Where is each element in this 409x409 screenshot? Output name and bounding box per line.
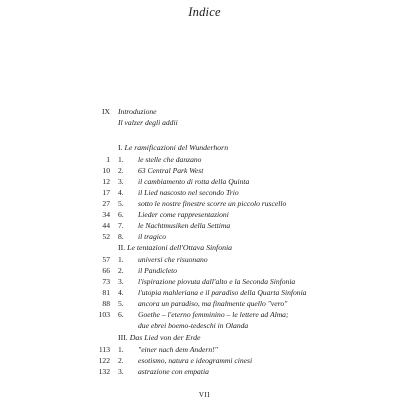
entry-title: ancora un paradiso, ma finalmente quello "vero" — [138, 299, 288, 308]
section-heading-2 — [118, 242, 232, 253]
entry-title: l'utopia mahleriana e il paradiso della Quarta Sinfonia — [138, 288, 307, 297]
page-number: 12 — [102, 177, 110, 186]
toc-entry[interactable] — [0, 117, 409, 128]
page-number: 66 — [102, 266, 110, 275]
entry-number: 1. — [118, 155, 124, 164]
page-number: 27 — [102, 199, 110, 208]
section-entries-3 — [0, 344, 409, 377]
section-entries-1 — [0, 154, 409, 242]
section-numeral: III. — [118, 333, 128, 342]
toc-entry[interactable] — [0, 176, 409, 187]
entry-title: due ebrei boemo-tedeschi in Olanda — [138, 321, 249, 330]
entry-number: 3. — [118, 177, 124, 186]
entry-title: 63 Central Park West — [138, 166, 204, 175]
page-number: 57 — [102, 255, 110, 264]
section-entries-2 — [0, 254, 409, 331]
page-number: 52 — [102, 232, 110, 241]
entry-number: 2. — [118, 166, 124, 175]
entry-title: universi che risuonano — [138, 255, 208, 264]
entry-number: 4. — [118, 288, 124, 297]
toc-entry[interactable] — [0, 154, 409, 165]
page-folio: VII — [198, 391, 211, 399]
toc-entry[interactable] — [0, 309, 409, 320]
entry-number: 1. — [118, 345, 124, 354]
entry-title: Goethe – l'eterno femminino – le lettere ad Alma; — [138, 310, 289, 319]
page-number: 44 — [102, 221, 110, 230]
entry-title: Lieder come rappresentazioni — [138, 210, 229, 219]
entry-number: 1. — [118, 255, 124, 264]
toc-entry[interactable] — [0, 276, 409, 287]
entry-title: il cambiamento di rotta della Quinta — [138, 177, 250, 186]
entry-title: il tragico — [138, 232, 167, 241]
section-title: Le ramificazioni del Wunderhorn — [124, 143, 229, 152]
toc-entry-continuation[interactable] — [0, 320, 409, 331]
entry-number: 3. — [118, 277, 124, 286]
page-number: IX — [101, 107, 110, 116]
section-heading-1 — [118, 142, 228, 153]
toc-entry[interactable] — [0, 231, 409, 242]
page-number: 73 — [102, 277, 110, 286]
section-title: Le tentazioni dell'Ottava Sinfonia — [127, 243, 233, 252]
entry-title: "einer nach dem Andern!" — [138, 345, 218, 354]
entry-number: 6. — [118, 310, 124, 319]
page-number: 113 — [98, 345, 110, 354]
entry-number: 2. — [118, 356, 124, 365]
page-number: 132 — [98, 367, 110, 376]
toc-entry[interactable] — [0, 344, 409, 355]
toc-entry[interactable] — [0, 298, 409, 309]
entry-number: 4. — [118, 188, 124, 197]
page-number: 1 — [106, 155, 110, 164]
page-number: 88 — [102, 299, 110, 308]
entry-title: le Nachtmusiken della Settima — [138, 221, 231, 230]
page-number: 34 — [102, 210, 110, 219]
toc-entry[interactable] — [0, 165, 409, 176]
introduction-block — [0, 106, 409, 128]
entry-number: 5. — [118, 199, 124, 208]
entry-title: astrazione con empatia — [138, 367, 209, 376]
entry-number: 6. — [118, 210, 124, 219]
page-number: 10 — [102, 166, 110, 175]
page-title: Indice — [188, 5, 221, 19]
entry-number: 5. — [118, 299, 124, 308]
entry-number: 7. — [118, 221, 124, 230]
section-title: Das Lied von der Erde — [129, 333, 201, 342]
toc-entry[interactable] — [0, 265, 409, 276]
toc-entry[interactable] — [0, 209, 409, 220]
toc-entry[interactable] — [0, 220, 409, 231]
entry-title: l'ispirazione piovuta dall'alto e la Seconda Sinfonia — [138, 277, 296, 286]
entry-title: il Lied nascosto nel secondo Trio — [138, 188, 239, 197]
section-heading-3 — [118, 332, 200, 343]
toc-entry[interactable] — [0, 355, 409, 366]
entry-number: 2. — [118, 266, 124, 275]
toc-entry[interactable] — [0, 366, 409, 377]
entry-number: 8. — [118, 232, 124, 241]
entry-number: 3. — [118, 367, 124, 376]
page-number: 122 — [98, 356, 110, 365]
page-number: 81 — [102, 288, 110, 297]
toc-entry[interactable] — [0, 187, 409, 198]
entry-title: Il valzer degli addii — [118, 118, 178, 127]
entry-title: sotto le nostre finestre scorre un piccolo ruscello — [138, 199, 287, 208]
section-numeral: I. — [118, 143, 123, 152]
entry-title: il Pandicleto — [138, 266, 178, 275]
entry-title: le stelle che danzano — [138, 155, 202, 164]
toc-entry[interactable] — [0, 254, 409, 265]
section-numeral: II. — [118, 243, 126, 252]
toc-entry[interactable] — [0, 198, 409, 209]
toc-entry[interactable] — [0, 106, 409, 117]
page-number: 103 — [98, 310, 110, 319]
page-number: 17 — [102, 188, 110, 197]
toc-entry[interactable] — [0, 287, 409, 298]
entry-title: Introduzione — [118, 107, 157, 116]
entry-title: esotismo, natura e ideogrammi cinesi — [138, 356, 253, 365]
